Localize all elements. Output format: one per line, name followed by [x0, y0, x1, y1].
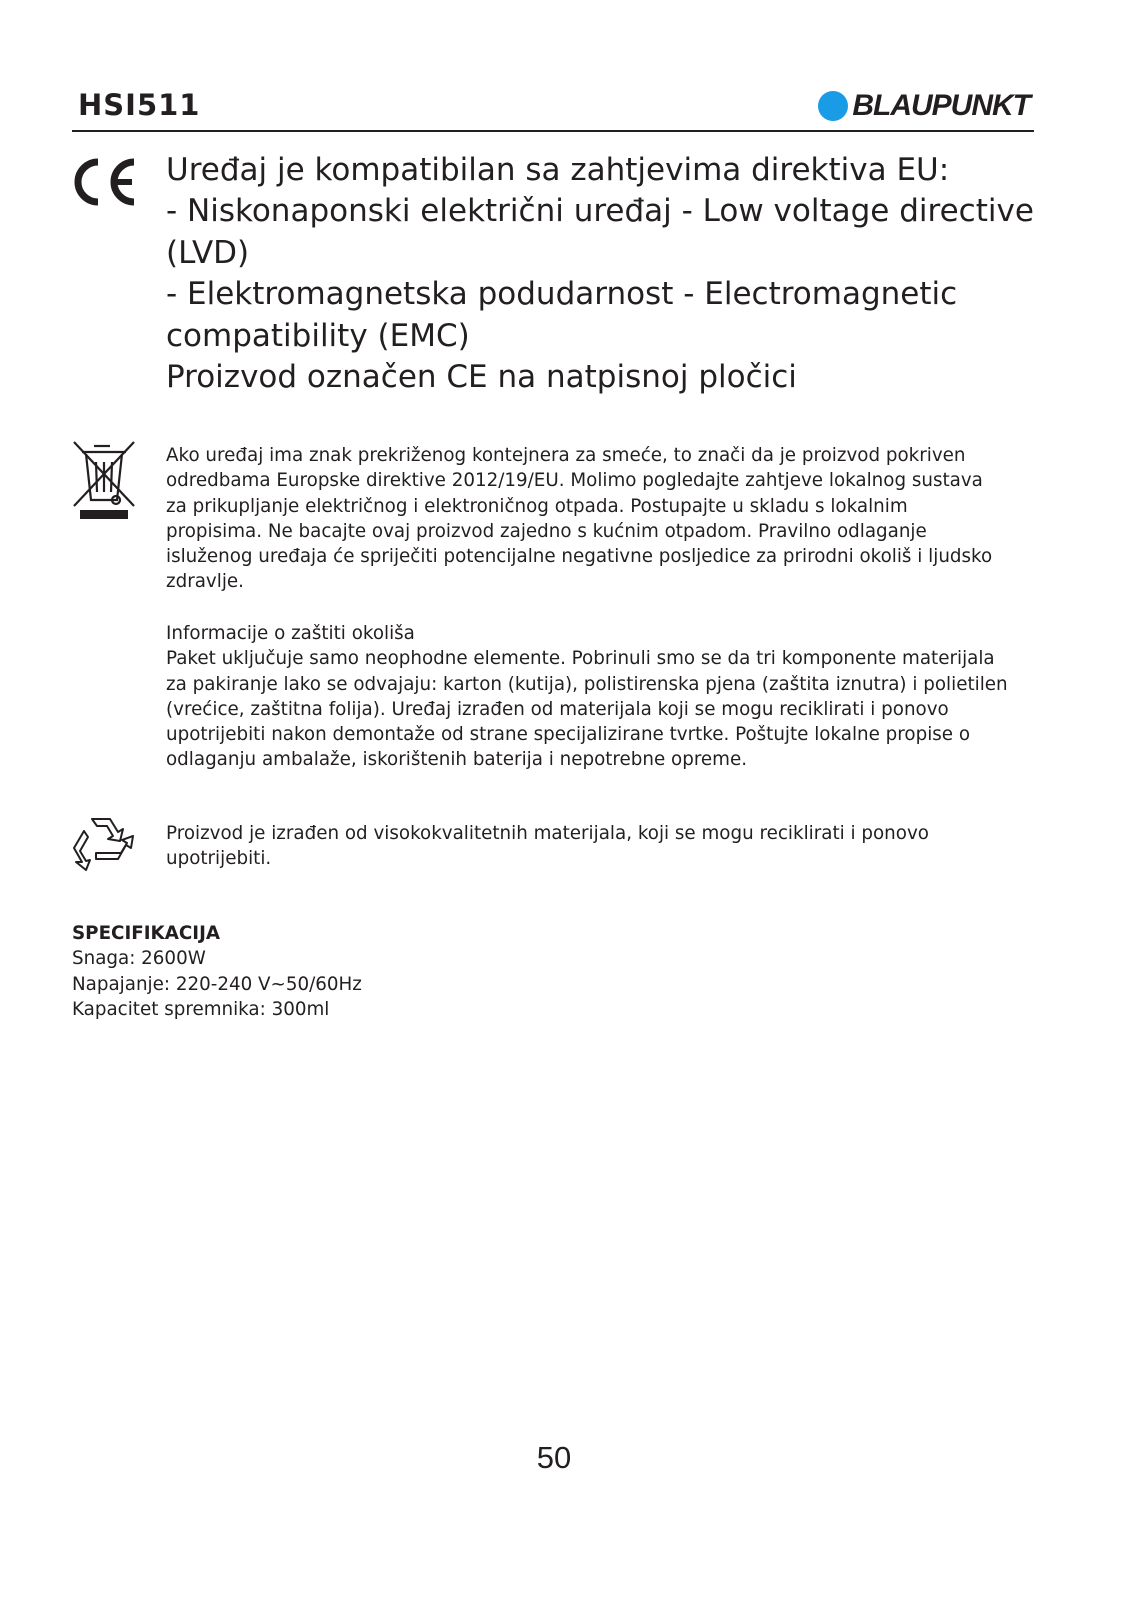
environment-line: odlaganju ambalaže, iskorištenih baterija i nepotrebne opreme. [166, 749, 748, 771]
model-number: HSI511 [78, 88, 201, 122]
environment-title: Informacije o zaštiti okoliša [166, 623, 415, 644]
ce-compliance-text [166, 150, 1046, 398]
recycle-line: upotrijebiti. [166, 848, 272, 870]
environment-line: (vrećice, zaštitna folija). Uređaj izrađen od materijala koji se mogu reciklirati i ponovo [166, 698, 949, 720]
brand-name: BLAUPUNKT [852, 89, 1030, 122]
ce-line: Uređaj je kompatibilan sa zahtjevima direktiva EU: [166, 152, 950, 188]
crossed-bin-icon [70, 438, 138, 522]
recycle-line: Proizvod je izrađen od visokokvalitetnih materijala, koji se mogu reciklirati i ponovo [166, 823, 929, 844]
spec-power: Snaga: 2600W [72, 948, 206, 970]
weee-line: odredbama Europske direktive 2012/19/EU. Molimo pogledajte zahtjeve lokalnog sustava [166, 470, 983, 492]
environment-line: za pakiranje lako se odvajaju: karton (kutija), polistirenska pjena (zaštita iznutra) i polietilen [166, 673, 1008, 695]
weee-line: propisima. Ne bacajte ovaj proizvod zajedno s kućnim otpadom. Pravilno odlaganje [166, 520, 927, 542]
brand-logo [818, 88, 1030, 124]
ce-line: - Niskonaponski električni uređaj - Low voltage directive [166, 193, 1034, 230]
weee-line: isluženog uređaja će spriječiti potencijalne negativne posljedice za prirodni okoliš i ljudsko [166, 546, 993, 568]
page-header [72, 86, 1034, 132]
spec-supply: Napajanje: 220-240 V~50/60Hz [72, 973, 362, 995]
page-number: 50 [536, 1440, 572, 1475]
ce-mark-icon [68, 156, 140, 208]
environment-line: Paket uključuje samo neophodne elemente. Pobrinuli smo se da tri komponente materijala [166, 648, 995, 670]
ce-line: (LVD) [166, 234, 250, 271]
recycle-paragraph [166, 821, 1046, 872]
environment-paragraph [166, 621, 1046, 773]
brand-dot-icon [818, 91, 848, 121]
ce-line: - Elektromagnetska podudarnost - Electromagnetic [166, 276, 958, 313]
spec-title: SPECIFIKACIJA [72, 923, 221, 944]
specifications [72, 921, 572, 1022]
spec-capacity: Kapacitet spremnika: 300ml [72, 998, 330, 1020]
weee-line: za prikupljanje električnog i elektroničnog otpada. Postupajte u skladu s lokalnim [166, 495, 908, 517]
ce-line: compatibility (EMC) [166, 317, 470, 354]
environment-line: upotrijebiti nakon demontaže od strane specijalizirane tvrtke. Poštujte lokalne propise o [166, 724, 971, 746]
weee-line: zdravlje. [166, 571, 244, 593]
ce-line: Proizvod označen CE na natpisnoj pločici [166, 359, 797, 396]
weee-line: Ako uređaj ima znak prekriženog kontejnera za smeće, to znači da je proizvod pokriven [166, 445, 966, 466]
recycle-icon [70, 815, 136, 877]
weee-paragraph [166, 443, 1046, 595]
